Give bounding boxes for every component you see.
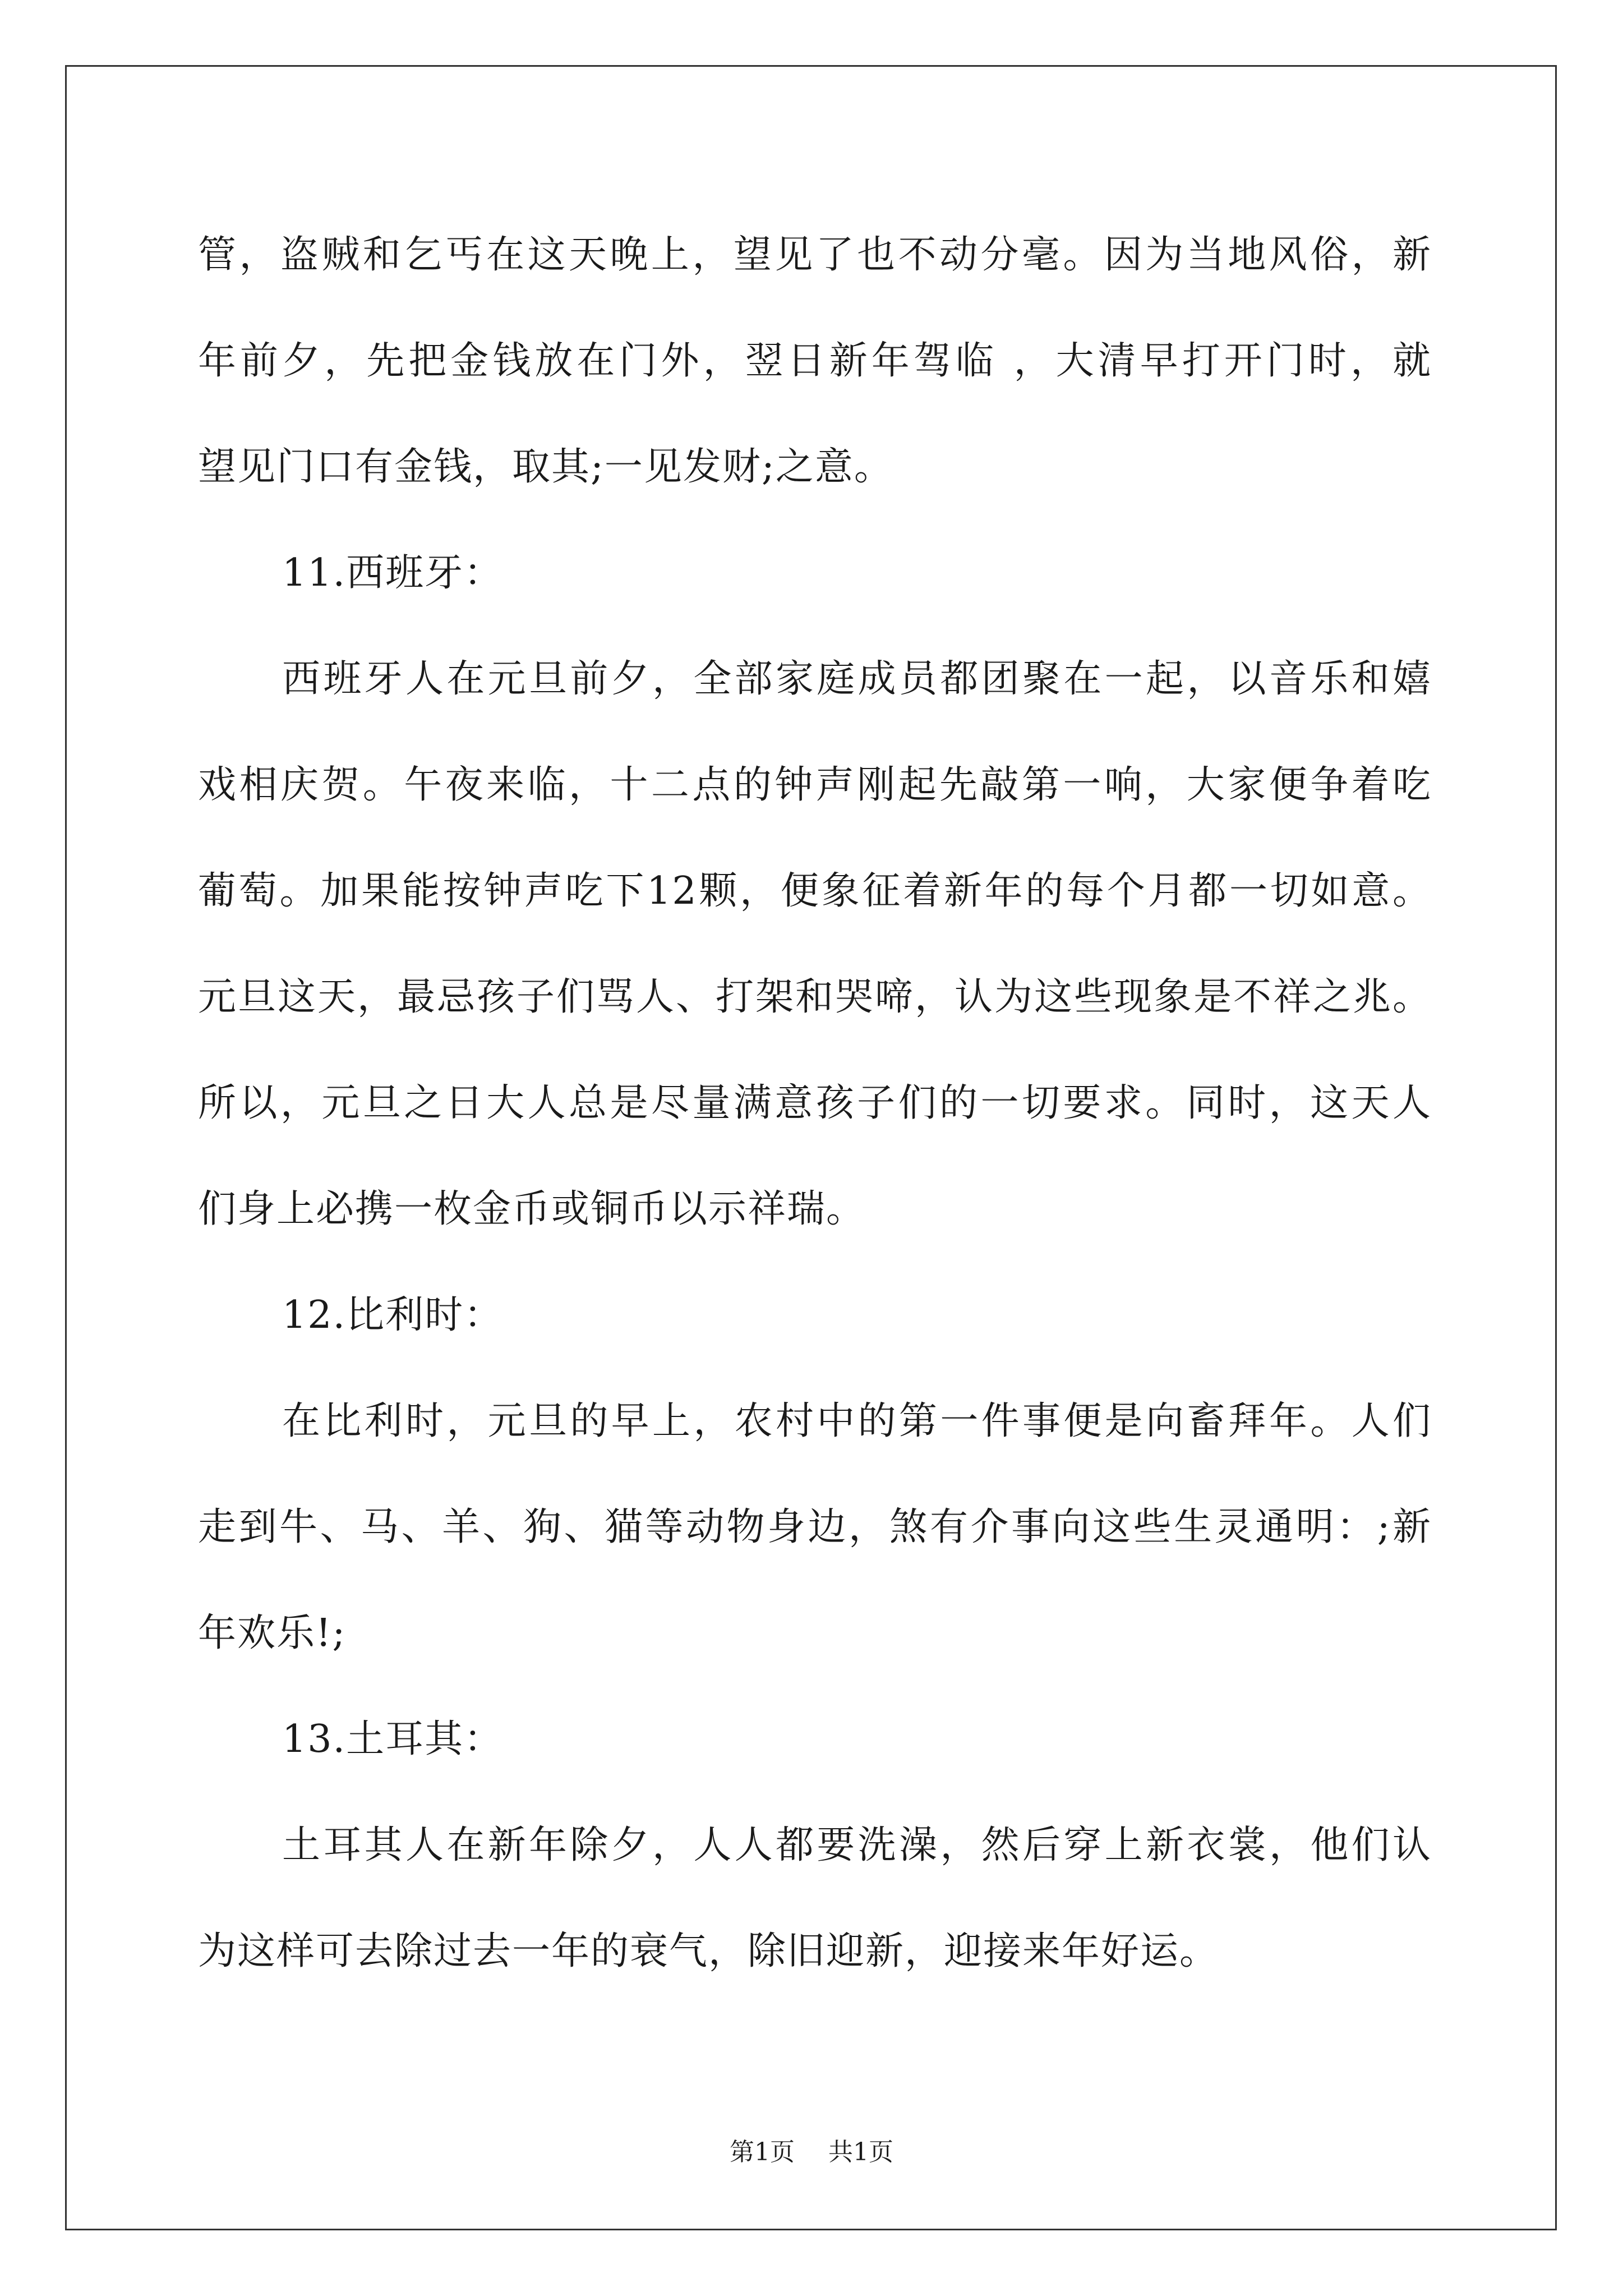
text-line: 年前夕，先把金钱放在门外，翌日新年驾临 ，大清早打开门时，就 bbox=[198, 339, 1432, 383]
section-heading: 11.西班牙： bbox=[282, 551, 504, 595]
document-body bbox=[198, 202, 1432, 2004]
text-line: 在比利时，元旦的早上，农村中的第一件事便是向畜拜年。人们 bbox=[282, 1399, 1432, 1443]
text-line: 们身上必携一枚金币或铜币以示祥瑞。 bbox=[198, 1187, 866, 1231]
text-line: 为这样可去除过去一年的衰气，除旧迎新，迎接来年好运。 bbox=[198, 1929, 1219, 1973]
text-line: 西班牙人在元旦前夕，全部家庭成员都团聚在一起，以音乐和嬉 bbox=[282, 657, 1432, 701]
text-line: 管，盗贼和乞丐在这天晚上，望见了也不动分毫。因为当地风俗，新 bbox=[198, 233, 1432, 277]
section-heading: 13.土耳其： bbox=[282, 1717, 504, 1761]
page-number-total: 共1页 bbox=[828, 2138, 893, 2166]
text-line: 年欢乐!; bbox=[198, 1611, 347, 1655]
text-line: 戏相庆贺。午夜来临，十二点的钟声刚起先敲第一响，大家便争着吃 bbox=[198, 763, 1432, 807]
text-line: 土耳其人在新年除夕，人人都要洗澡，然后穿上新衣裳，他们认 bbox=[282, 1823, 1432, 1867]
text-line: 走到牛、马、羊、狗、猫等动物身边，煞有介事向这些生灵通明：;新 bbox=[198, 1505, 1432, 1549]
text-line: 所以，元旦之日大人总是尽量满意孩子们的一切要求。同时，这天人 bbox=[198, 1081, 1432, 1125]
text-line: 元旦这天，最忌孩子们骂人、打架和哭啼，认为这些现象是不祥之兆。 bbox=[198, 975, 1432, 1019]
text-line: 望见门口有金钱，取其;一见发财;之意。 bbox=[198, 445, 893, 489]
section-heading: 12.比利时： bbox=[282, 1293, 504, 1337]
page-footer bbox=[0, 2132, 1623, 2168]
text-line: 葡萄。加果能按钟声吃下12颗，便象征着新年的每个月都一切如意。 bbox=[198, 869, 1432, 913]
page-number-current: 第1页 bbox=[730, 2138, 795, 2166]
